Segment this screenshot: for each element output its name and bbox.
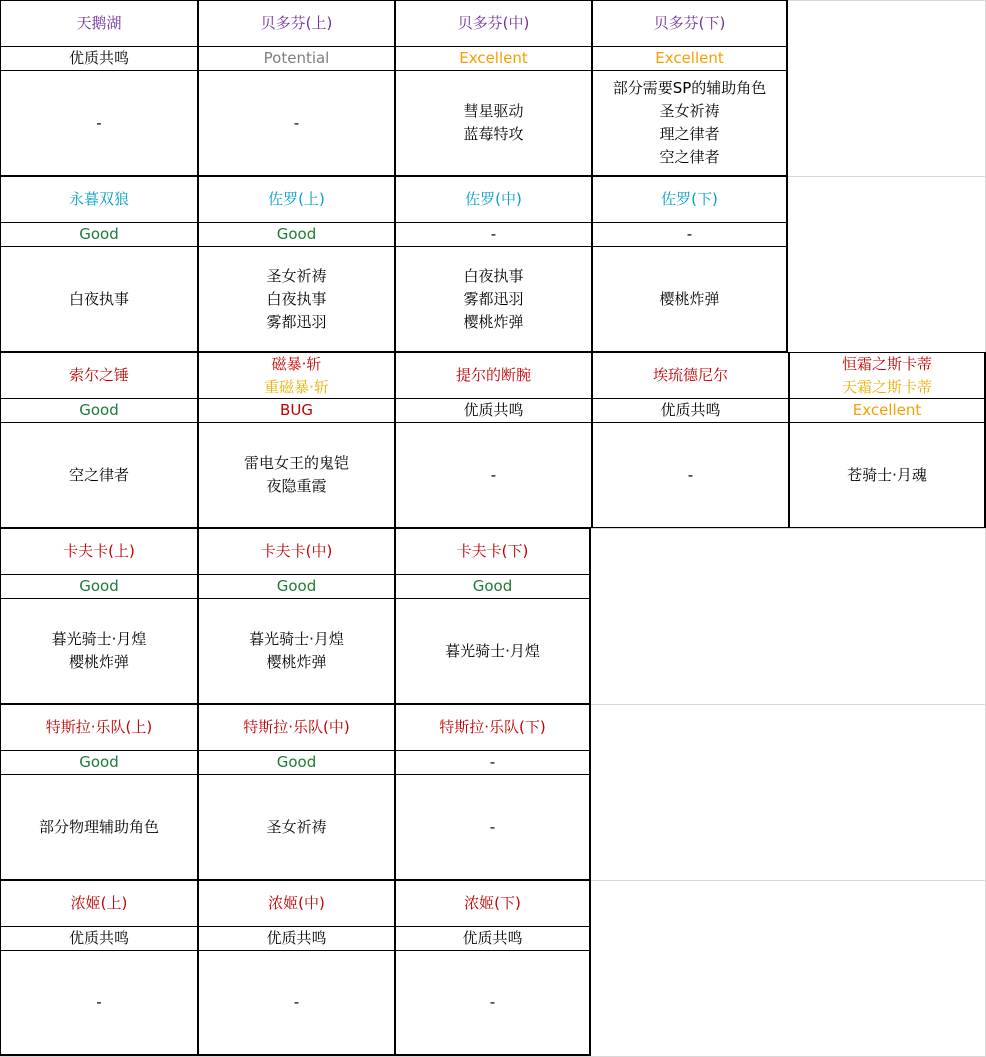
partner-name: - <box>489 817 496 836</box>
partner-name: 樱桃炸弹 <box>659 289 720 308</box>
partner-name: 樱桃炸弹 <box>68 653 129 671</box>
rating-label: 优质共鸣 <box>68 929 129 947</box>
partner-name: - <box>293 993 300 1011</box>
rating-label: 优质共鸣 <box>68 49 129 67</box>
weapon-name: 磁暴·斩 <box>271 354 322 373</box>
rating-label: Good <box>79 225 119 243</box>
partner-name: 暮光骑士·月煌 <box>249 630 344 648</box>
rating-cell[interactable] <box>0 46 197 70</box>
rating-cell[interactable] <box>197 398 394 422</box>
partner-name: 苍骑士·月魂 <box>847 465 927 484</box>
partner-name: 空之律者 <box>68 465 129 484</box>
partner-name: - <box>490 465 497 484</box>
rating-cell[interactable] <box>591 46 788 70</box>
weapon-name-cell[interactable] <box>591 0 788 46</box>
partner-name: - <box>96 113 102 132</box>
weapon-name: 提尔的断腕 <box>455 366 531 384</box>
rating-cell[interactable] <box>197 574 394 598</box>
weapon-name-cell[interactable] <box>0 704 197 750</box>
partner-name: 雷电女王的鬼铠 <box>243 454 349 472</box>
partner-name: 空之律者 <box>659 148 720 166</box>
weapon-name-cell[interactable] <box>394 176 591 222</box>
rating-label: - <box>490 225 497 243</box>
weapon-name-cell[interactable] <box>394 352 591 398</box>
partner-cell[interactable] <box>394 774 591 880</box>
rating-label: Good <box>79 753 119 771</box>
weapon-name-cell[interactable] <box>197 704 394 750</box>
rating-cell[interactable] <box>197 46 394 70</box>
partner-name: - <box>489 993 496 1011</box>
partner-name: 白夜执事 <box>463 266 524 285</box>
weapon-name: 卡夫卡(上) <box>63 542 135 560</box>
partner-cell[interactable] <box>0 422 197 528</box>
weapon-name-cell[interactable] <box>591 176 788 222</box>
weapon-name: 特斯拉·乐队(上) <box>45 718 153 736</box>
rating-cell[interactable] <box>394 750 591 774</box>
partner-cell[interactable] <box>197 598 394 704</box>
partner-name: 彗星驱动 <box>463 102 524 120</box>
weapon-name-cell[interactable] <box>394 0 591 46</box>
partner-cell[interactable] <box>197 950 394 1056</box>
weapon-name: 永暮双狼 <box>68 190 129 208</box>
rating-label: Excellent <box>655 49 724 67</box>
rating-cell[interactable] <box>394 46 591 70</box>
weapon-name-cell[interactable] <box>788 352 986 398</box>
rating-cell[interactable] <box>197 222 394 246</box>
weapon-name: 特斯拉·乐队(下) <box>439 718 546 736</box>
weapon-name: 重磁暴·斩 <box>264 377 329 396</box>
partner-name: 圣女祈祷 <box>266 817 327 836</box>
partner-name: - <box>96 993 102 1011</box>
partner-cell[interactable] <box>591 70 788 176</box>
weapon-name: 贝多芬(中) <box>457 14 530 32</box>
weapon-name: 埃琉德尼尔 <box>652 366 728 384</box>
rating-label: Good <box>79 577 119 595</box>
weapon-name-cell[interactable] <box>0 0 197 46</box>
partner-cell[interactable] <box>0 598 197 704</box>
partner-name: 白夜执事 <box>68 289 129 308</box>
rating-label: Good <box>276 577 317 595</box>
partner-cell[interactable] <box>591 246 788 352</box>
weapon-name: 浓姬(下) <box>464 894 521 912</box>
partner-name: 部分需要SP的辅助角色 <box>612 79 767 97</box>
rating-cell[interactable] <box>591 222 788 246</box>
rating-cell[interactable] <box>0 750 197 774</box>
rating-label: 优质共鸣 <box>660 401 721 419</box>
rating-label: 优质共鸣 <box>463 401 524 419</box>
partner-cell[interactable] <box>0 774 197 880</box>
weapon-name: 贝多芬(下) <box>653 14 726 32</box>
rating-cell[interactable] <box>788 398 986 422</box>
weapon-name: 天霜之斯卡蒂 <box>841 377 932 396</box>
rating-label: BUG <box>280 401 313 419</box>
rating-label: Good <box>276 753 317 771</box>
weapon-name: 佐罗(下) <box>661 190 718 208</box>
partner-name: 雾都迅羽 <box>266 312 327 331</box>
rating-cell[interactable] <box>0 574 197 598</box>
partner-cell[interactable] <box>394 422 591 528</box>
weapon-name: 佐罗(中) <box>465 190 522 208</box>
rating-label: 优质共鸣 <box>462 929 523 947</box>
rating-cell[interactable] <box>197 926 394 950</box>
rating-label: Good <box>276 225 317 243</box>
partner-cell[interactable] <box>394 70 591 176</box>
weapon-name-cell[interactable] <box>591 352 788 398</box>
rating-label: - <box>686 225 693 243</box>
partner-cell[interactable] <box>394 246 591 352</box>
weapon-name-cell[interactable] <box>394 704 591 750</box>
partner-cell[interactable] <box>394 598 591 704</box>
partner-name: 夜隐重霞 <box>266 477 327 495</box>
weapon-name: 浓姬(上) <box>70 894 128 912</box>
weapon-name-cell[interactable] <box>197 176 394 222</box>
rating-label: Excellent <box>852 401 922 419</box>
partner-cell[interactable] <box>197 422 394 528</box>
weapon-name: 索尔之锤 <box>68 366 129 384</box>
weapon-name: 贝多芬(上) <box>260 14 333 32</box>
weapon-name-cell[interactable] <box>0 352 197 398</box>
rating-cell[interactable] <box>0 398 197 422</box>
partner-cell[interactable] <box>197 70 394 176</box>
rating-label: Potential <box>263 49 330 67</box>
partner-name: 圣女祈祷 <box>659 102 720 120</box>
partner-name: 部分物理辅助角色 <box>38 817 159 836</box>
rating-label: Excellent <box>459 49 528 67</box>
weapon-name: 卡夫卡(下) <box>456 542 529 560</box>
partner-name: 雾都迅羽 <box>463 289 524 308</box>
weapon-name: 浓姬(中) <box>268 894 325 912</box>
weapon-name-cell[interactable] <box>197 880 394 926</box>
partner-cell[interactable] <box>788 422 986 528</box>
weapon-name-cell[interactable] <box>197 0 394 46</box>
weapon-name-cell[interactable] <box>0 528 197 574</box>
partner-name: 理之律者 <box>659 125 720 143</box>
partner-name: 樱桃炸弹 <box>463 312 524 331</box>
rating-label: 优质共鸣 <box>266 929 327 947</box>
rating-label: Good <box>79 401 119 419</box>
weapon-name-cell[interactable] <box>394 880 591 926</box>
rating-label: - <box>489 753 496 771</box>
partner-name: 暮光骑士·月煌 <box>51 630 147 648</box>
partner-name: 樱桃炸弹 <box>266 653 327 671</box>
rating-cell[interactable] <box>394 574 591 598</box>
partner-cell[interactable] <box>0 950 197 1056</box>
rating-label: Good <box>472 577 513 595</box>
partner-cell[interactable] <box>197 774 394 880</box>
weapon-name-cell[interactable] <box>0 880 197 926</box>
partner-cell[interactable] <box>0 70 197 176</box>
weapon-name: 恒霜之斯卡蒂 <box>841 354 932 373</box>
partner-cell[interactable] <box>0 246 197 352</box>
rating-cell[interactable] <box>0 926 197 950</box>
weapon-name: 卡夫卡(中) <box>260 542 333 560</box>
weapon-name: 天鹅湖 <box>76 14 122 32</box>
weapon-name-cell[interactable] <box>197 528 394 574</box>
weapon-name-cell[interactable] <box>0 176 197 222</box>
partner-name: 白夜执事 <box>266 289 327 308</box>
partner-cell[interactable] <box>197 246 394 352</box>
weapon-name: 佐罗(上) <box>268 190 325 208</box>
partner-name: - <box>687 465 694 484</box>
rating-cell[interactable] <box>0 222 197 246</box>
rating-cell[interactable] <box>394 222 591 246</box>
weapon-name-cell[interactable] <box>197 352 394 398</box>
partner-name: 暮光骑士·月煌 <box>445 641 540 660</box>
weapon-name-cell[interactable] <box>394 528 591 574</box>
rating-cell[interactable] <box>394 926 591 950</box>
partner-name: 蓝莓特攻 <box>463 125 524 143</box>
partner-name: 圣女祈祷 <box>266 266 327 285</box>
partner-cell[interactable] <box>394 950 591 1056</box>
rating-cell[interactable] <box>197 750 394 774</box>
weapon-name: 特斯拉·乐队(中) <box>243 718 350 736</box>
rating-cell[interactable] <box>591 398 788 422</box>
partner-cell[interactable] <box>591 422 788 528</box>
rating-cell[interactable] <box>394 398 591 422</box>
partner-name: - <box>293 113 300 132</box>
